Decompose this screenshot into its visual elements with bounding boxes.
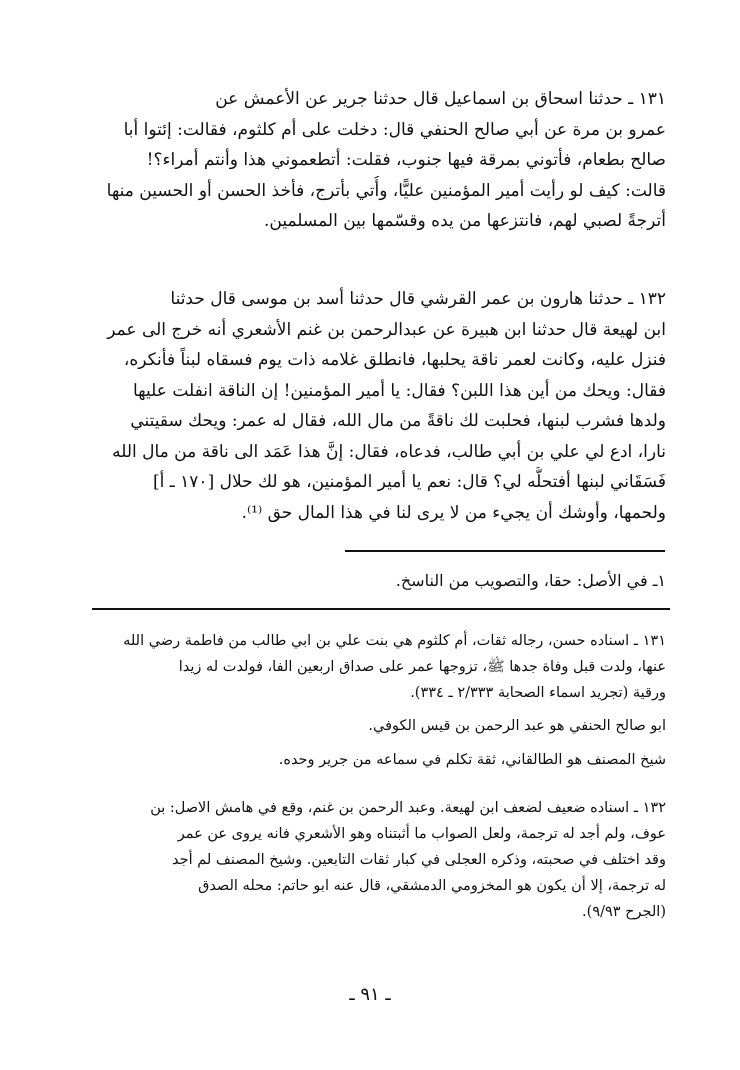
text-line: عمرو بن مرة عن أبي صالح الحنفي قال: دخلت على أم كلثوم، فقالت: إئتوا أبا — [123, 119, 666, 140]
footnote-divider — [345, 550, 665, 552]
text-line: فنزل عليه، وكانت لعمر ناقة يحلبها، فانطلق غلامه ذات يوم فسقاه لبناً فأنكره، — [123, 350, 666, 370]
text-line: ابن لهيعة قال حدثنا ابن هبيرة عن عبدالرحمن بن غنم الأشعري أنه خرج الى عمر — [107, 319, 666, 340]
note-132 — [96, 795, 666, 925]
note-131 — [96, 628, 666, 706]
note-line: عوف، ولم أجد له ترجمة، ولعل الصواب ما أثبتناه وهو الأشعري فانه يروى عن عمر — [177, 826, 666, 842]
hadith-131 — [100, 84, 666, 237]
text-line: ولدها فشرب لبنها، فحلبت لك ناقةً من مال الله، فقال له عمر: ويحك سقيتني — [130, 411, 666, 431]
note-line: عنها، ولدت قبل وفاة جدها ﷺ، تزوجها عمر على صداق اربعين الفا، فولدت له زيدا — [178, 659, 666, 675]
note-line: له ترجمة، إلا أن يكون هو المخزومي الدمشقي، قال عنه ابو حاتم: محله الصدق — [198, 878, 666, 894]
text-line: أترجةً لصبي لهم، فانتزعها من يده وقسّمها بين المسلمين. — [263, 211, 666, 231]
note-line: (الجرح ٩/٩٣). — [582, 904, 666, 920]
text-line: نارا، ادع لي علي بن أبي طالب، فدعاه، فقال: إنَّ هذا عَمَد الى ناقة من مال الله — [112, 441, 666, 462]
text-line: قالت: كيف لو رأيت أمير المؤمنين عليًّا، وأُتي بأترج، فأخذ الحسن أو الحسين منها — [106, 180, 666, 201]
text-line: فَسَقَاني لبنها أفتحلُّه لي؟ قال: نعم يا أمير المؤمنين، هو لك حلال [١٧٠ ـ أ] — [153, 472, 666, 492]
text-line: ولحمها، وأوشك أن يجيء من لا يرى لنا في هذا المال حق ⁽¹⁾. — [241, 502, 666, 523]
text-line: صالح بطعام، فأتوني بمرقة فيها جنوب، فقلت: أتطعموني هذا وأنتم أمراء؟! — [146, 150, 666, 170]
footnote-1: ١ـ في الأصل: حقا، والتصويب من الناسخ. — [395, 571, 666, 590]
note-131-author-sheikh: شيخ المصنف هو الطالقاني، ثقة تكلم في سماعه من جرير وحده. — [278, 752, 666, 768]
page-number: ـ ٩١ ـ — [349, 984, 391, 1005]
note-131-narrator: ابو صالح الحنفي هو عبد الرحمن بن قيس الكوفي. — [368, 718, 666, 734]
notes-divider — [92, 608, 670, 610]
note-line: ورقية (تجريد اسماء الصحابة ٢/٣٣٣ ـ ٣٣٤). — [410, 685, 666, 701]
text-line: ١٣١ ـ حدثنا اسحاق بن اسماعيل قال حدثنا جرير عن الأعمش عن — [215, 89, 666, 109]
text-line: فقال: ويحك من أين هذا اللبن؟ فقال: يا أمير المؤمنين! إن الناقة انفلت عليها — [133, 380, 666, 401]
hadith-132 — [100, 284, 666, 528]
note-line: وقد اختلف في صحبته، وذكره العجلى في كبار ثقات التابعين. وشيخ المصنف لم أجد — [172, 852, 666, 868]
note-line: ١٣٢ ـ اسناده ضعيف لضعف ابن لهيعة. وعبد الرحمن بن غنم، وقع في هامش الاصل: بن — [150, 800, 666, 816]
text-line: ١٣٢ ـ حدثنا هارون بن عمر القرشي قال حدثنا أسد بن موسى قال حدثنا — [170, 289, 666, 309]
note-line: ١٣١ ـ اسناده حسن، رجاله ثقات، أم كلثوم هي بنت علي بن ابي طالب من فاطمة رضي الله — [123, 633, 666, 649]
